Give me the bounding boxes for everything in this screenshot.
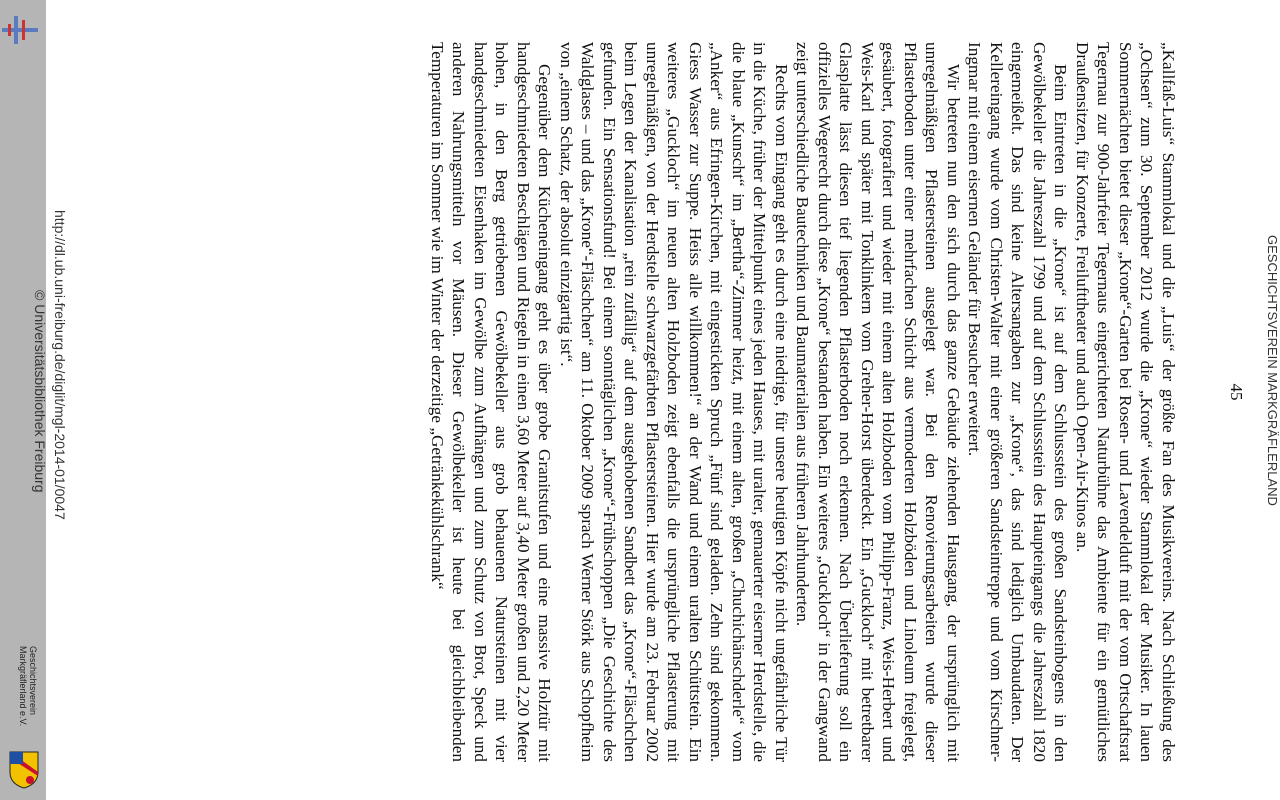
brand-line-2: Markgräflerland e.V. (18, 646, 28, 727)
document-page (46, 0, 1280, 800)
paragraph: Rechts vom Eingang geht es durch eine niedrige, für unsere heutigen Köpfe nicht ungefährliche Tür in die Küche, früher der Mittelpunkt eines jeden Hauses, mit uralter, gemauerter eiserner Herdstelle, die die blaue „Kunscht“ im „Bertha“-Zimmer heizt, mit einem alten, großen „Chuchichänschderle“ vom „Anker“ aus Efringen-Kirchen, mit eingestickten Spruch „Fünf sind geladen. Zehn sind gekommen. Giess Wasser zur Suppe. Heiss alle willkommen!“ an der Wand und einem uralten Schüttstein. Ein weiteres „Guckloch“ im neuen alten Holzboden zeigt ebenfalls die ursprüngliche Pflasterung mit unregelmäßigen, von der Herdstelle schwarzgefärbten Pflastersteinen. Hier wurde am 23. Februar 2002 beim Legen der Kanalisation „rein zufällig“ auf dem ausgehobenen Sandbett das „Krone“-Fläschchen gefunden. Ein Sensationsfund! Bei einem sonntäglichen „Krone“-Frühschoppen „Die Geschichte des Waldglases – und das „Krone“-Fläschchen“ am 11. Oktober 2009 sprach Werner Störk aus Schopfheim von „einem Schatz, der absolut einzigartig ist“. (557, 42, 791, 762)
footer-copyright: © Universitätsbibliothek Freiburg (32, 290, 48, 493)
paragraph: Gegenüber dem Kücheneingang geht es über grobe Granitstufen und eine massive Holztür mit handgeschmiedeten Beschlägen und Riegeln in einen 3,60 Meter auf 3,40 Meter großen und 2,20 Meter hohen, in den Berg getriebenen Gewölbekeller aus grob behauenen Natursteinen mit vier handgeschmiedeten Eisenhaken im Gewölbe zum Aufhängen und zum Schutz von Brot, Speck und anderen Nahrungsmitteln vor Mäusen. Dieser Gewölbekeller ist heute bei gleichbleibenden Temperaturen im Sommer wie im Winter der derzeitige „Getränkekühlschrank“ (428, 42, 555, 762)
library-logo-icon (0, 10, 40, 50)
body-text (427, 42, 1180, 762)
brand-line-1: Geschichtsverein (28, 646, 38, 716)
running-header: GESCHICHTSVEREIN MARKGRÄFLERLAND (1265, 235, 1280, 506)
footer-url[interactable]: http://dl.ub.uni-freiburg.de/diglit/mgl-2014-01/0047 (52, 210, 68, 520)
paragraph: Wir betreten nun den sich durch das ganze Gebäude ziehenden Hausgang, der ursprünglich mit unregelmäßigen Pflastersteinen ausgelegt war. Bei den Renovierungsarbeiten wurde dieser Pflasterboden unter einer mehrfachen Schicht aus vermoderten Holzböden und Linoleum freigelegt, gesäubert, fotografiert und wieder mit einem alten Holzboden vom Philipp-Franz, Weis-Herbert und Weis-Karl und später mit Tonklinkern vom Greher-Horst überdeckt. Ein „Guckloch“ mit betretbarer Glasplatte lässt diesen tief liegenden Pflasterboden noch erkennen. Nach Überlieferung soll ein offizielles Wegerecht durch diese „Krone“ bestanden haben. Ein weiteres „Guckloch“ in der Gangwand zeigt unterschiedliche Bautechniken und Baumaterialien aus früheren Jahrhunderten. (793, 42, 963, 762)
left-margin-strip (0, 0, 46, 800)
page-number: 45 (1227, 383, 1246, 401)
coat-of-arms-icon (8, 750, 40, 790)
paragraph: „Kallfaß-Luis“ Stammlokal und die „Luis“ der größte Fan des Musikvereins. Nach Schließung des „Ochsen“ zum 30. September 2012 wurde die „Krone“ wieder Stammlokal der Musiker. In lauen Sommernächten bietet dieser „Krone“-Garten bei Rosen- und Lavendelduft mit der vom Ortschaftsrat Tegernau zur 900-Jahrfeier Tegernaus eingerichteten Naturbühne das Ambiente für ein gemütliches Draußensitzen, für Konzerte, Freilufttheater und auch Open-Air-Kinos an. (1073, 42, 1178, 762)
paragraph: Beim Eintreten in die „Krone“ ist auf dem Schlussstein des großen Sandsteinbogens in den Gewölbekeller die Jahreszahl 1799 und auf dem Schlussstein des Haupteingangs die Jahreszahl 1820 eingemeißelt. Das sind keine Altersangaben zur „Krone“, das sind lediglich Umbaudaten. Der Kellereingang wurde vom Christen-Walter mit einer größeren Sandsteintreppe und vom Kirschner-Ingmar mit einem eisernen Geländer für Besucher erweitert. (965, 42, 1071, 762)
